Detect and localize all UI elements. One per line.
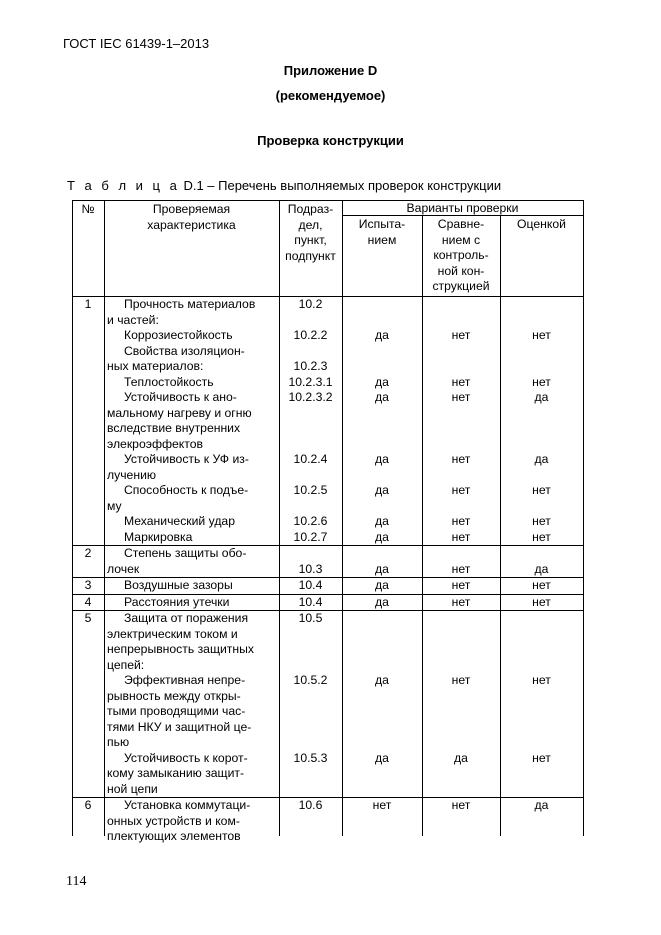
characteristic-text: Прочность материалов [124,297,256,311]
characteristic-text: пью [107,735,130,749]
clause-ref: 10.4 [298,578,323,592]
row-number: 3 [84,578,92,592]
assess-value: нет [532,673,551,687]
characteristic-text: Расстояния утечки [124,594,230,609]
characteristic-text: му [107,498,122,513]
compare-value: нет [451,374,471,389]
row-number: 6 [84,798,92,812]
section-title: Проверка конструкции [257,133,404,148]
header-characteristic: Проверяемая [152,202,231,216]
page-number: 114 [66,874,87,889]
characteristic-text: рывность между откры- [107,688,241,703]
characteristic-text: тями НКУ и защитной це- [107,719,252,734]
test-value: да [375,578,389,592]
characteristic-text: ных материалов: [107,359,204,373]
compare-value: нет [451,483,471,497]
header-compare: струкцией [432,279,490,293]
test-value: да [375,390,389,404]
assess-value: нет [532,750,551,765]
characteristic-text: Установка коммутаци- [124,798,251,812]
header-test: Испыта- [358,217,406,231]
header-num: № [81,202,95,216]
characteristic-text: тыми проводящими час- [107,704,246,718]
header-compare: Сравне- [437,217,485,231]
characteristic-text: Теплостойкость [124,374,214,389]
header-clause: пункт, [294,233,327,247]
clause-ref: 10.3 [298,561,323,576]
test-value: да [375,673,389,687]
header-characteristic: характеристика [147,217,236,232]
characteristic-text: мальному нагреву и огню [107,405,252,420]
test-value: да [375,374,389,389]
table-border-right [583,200,584,836]
characteristic-text: Способность к подъе- [124,483,249,497]
assess-value: нет [532,594,551,609]
test-value: да [375,514,389,528]
header-compare: ной кон- [437,263,485,278]
header-clause: Подраз- [287,202,334,216]
compare-value: нет [451,561,471,576]
test-value: да [375,594,389,609]
test-value: да [375,561,389,576]
characteristic-text: Эффективная непре- [124,673,246,687]
row-number: 5 [84,611,92,625]
assess-value: нет [532,529,551,544]
assess-value: да [534,452,549,466]
clause-ref: 10.5 [298,611,323,625]
characteristic-text: и частей: [107,312,159,327]
characteristic-text: онных устройств и ком- [107,813,240,828]
appendix-status: (рекомендуемое) [275,88,386,103]
row-number: 2 [84,546,92,560]
characteristic-text: кому замыканию защит- [107,766,245,780]
clause-ref: 10.2.2 [293,328,328,342]
characteristic-text: Устойчивость к ано- [124,390,237,404]
characteristic-text: Механический удар [124,514,235,528]
characteristic-text: лочек [107,561,140,576]
clause-ref: 10.2.3.1 [288,374,333,389]
row-number: 4 [84,594,92,609]
appendix-title: Приложение D [283,63,378,78]
assess-value: нет [532,328,551,342]
test-value: да [375,328,389,342]
characteristic-text: Воздушные зазоры [124,578,233,592]
clause-ref: 10.4 [298,594,323,609]
clause-ref: 10.2.6 [293,514,328,528]
assess-value: нет [532,514,551,528]
verification-table [72,200,584,843]
table-caption-label: Т а б л и ц а [67,178,180,193]
test-value: да [375,529,389,544]
assess-value: нет [532,483,551,497]
characteristic-text: ной цепи [107,781,158,796]
header-compare: нием с [441,232,481,247]
compare-value: нет [451,328,471,342]
assess-value: нет [532,374,551,389]
clause-ref: 10.6 [298,798,323,812]
clause-ref: 10.2.4 [293,452,328,466]
characteristic-text: Свойства изоляцион- [124,343,245,358]
header-assess: Оценкой [517,217,566,231]
characteristic-text: цепей: [107,657,145,672]
characteristic-text: Защита от поражения [124,611,249,625]
characteristic-text: плектующих элементов [107,829,241,843]
test-value: нет [372,798,392,812]
test-value: да [375,483,389,497]
table-caption [67,178,501,193]
compare-value: нет [451,673,471,687]
compare-value: нет [451,390,471,404]
characteristic-text: вследствие внутренних [107,421,241,435]
compare-value: да [454,750,468,765]
compare-value: нет [451,529,471,544]
characteristic-text: Устойчивость к УФ из- [124,452,249,466]
header-clause: дел, [298,217,323,232]
characteristic-text: Степень защиты обо- [124,546,247,560]
assess-value: нет [532,578,551,592]
test-value: да [375,750,389,765]
clause-ref: 10.5.3 [293,750,328,765]
header-clause: подпункт [285,248,336,263]
characteristic-text: Коррозиестойкость [124,328,233,342]
characteristic-text: лучению [107,467,157,482]
document-code: ГОСТ IEC 61439-1–2013 [63,36,210,51]
compare-value: нет [451,578,471,592]
clause-ref: 10.2.3 [293,359,328,373]
assess-value: да [534,561,549,576]
clause-ref: 10.2.3.2 [288,390,333,404]
characteristic-text: Устойчивость к корот- [124,750,248,765]
assess-value: да [534,798,549,812]
characteristic-text: электрическим током и [107,626,238,641]
row-number: 1 [84,297,92,311]
table-caption-text: D.1 – Перечень выполняемых проверок конструкции [183,178,502,193]
compare-value: нет [451,798,471,812]
characteristic-text: непрерывность защитных [107,642,254,656]
compare-value: нет [451,594,471,609]
compare-value: нет [451,452,471,466]
assess-value: да [534,390,549,404]
characteristic-text: элекроэффектов [107,436,203,451]
header-compare: контроль- [433,248,489,262]
clause-ref: 10.2.7 [293,529,328,544]
header-test: нием [367,232,397,247]
clause-ref: 10.5.2 [293,673,328,687]
header-variants: Варианты проверки [406,201,519,215]
test-value: да [375,452,389,466]
clause-ref: 10.2.5 [293,483,328,497]
characteristic-text: Маркировка [124,529,193,544]
compare-value: нет [451,514,471,528]
clause-ref: 10.2 [298,297,323,311]
